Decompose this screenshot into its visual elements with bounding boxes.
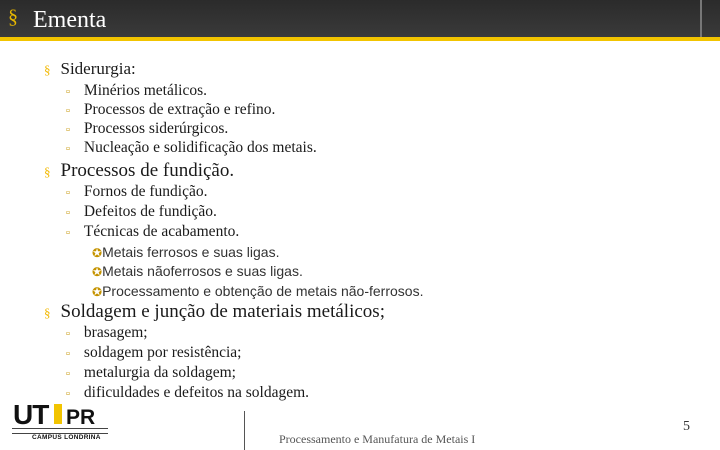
level3-bullet: ✪ — [92, 285, 103, 299]
level3-bullet: ✪ — [92, 265, 103, 279]
section-label: Siderurgia: — [60, 59, 136, 78]
accent-line — [0, 37, 720, 41]
list-item — [66, 82, 207, 100]
logo-accent — [54, 404, 62, 424]
slide-title: Ementa — [33, 7, 107, 33]
list-subitem-text: Metais ferrosos e suas ligas. — [102, 244, 280, 260]
logo-letters: UT — [13, 399, 49, 430]
title-bar-edge — [700, 0, 702, 37]
list-item-text: soldagem por resistência; — [83, 344, 242, 361]
list-item-text: brasagem; — [83, 324, 148, 341]
list-item-text: Fornos de fundição. — [83, 183, 208, 200]
level2-bullet: ▫ — [66, 227, 70, 239]
list-subitem — [92, 244, 279, 262]
level2-bullet: ▫ — [66, 207, 70, 219]
list-subitem-text: Metais nãoferrosos e suas ligas. — [102, 263, 303, 279]
list-item-text: Minérios metálicos. — [83, 82, 208, 99]
list-item-text: Defeitos de fundição. — [83, 203, 217, 220]
level1-bullet: § — [44, 62, 51, 77]
list-item-text: Processos siderúrgicos. — [83, 120, 229, 137]
level2-bullet: ▫ — [66, 368, 70, 380]
level2-bullet: ▫ — [66, 105, 70, 117]
level2-bullet: ▫ — [66, 187, 70, 199]
list-item-text: Processos de extração e refino. — [83, 101, 276, 118]
section-label: Soldagem e junção de materiais metálicos; — [60, 301, 385, 322]
list-item-text: Técnicas de acabamento. — [83, 223, 240, 240]
list-item-text: metalurgia da soldagem; — [83, 364, 236, 381]
list-subitem — [92, 283, 423, 301]
level2-bullet: ▫ — [66, 348, 70, 360]
level1-bullet: § — [44, 164, 51, 179]
footer-divider — [244, 411, 245, 450]
level2-bullet: ▫ — [66, 143, 70, 155]
list-subitem-text: Processamento e obtenção de metais não-ferrosos. — [102, 283, 424, 299]
page-number: 5 — [683, 419, 690, 434]
slide-title-bar — [0, 0, 720, 37]
list-item — [66, 101, 275, 119]
section-fundicao — [44, 160, 234, 182]
list-item — [66, 344, 241, 362]
level3-bullet: ✪ — [92, 246, 103, 260]
list-item — [66, 364, 236, 382]
title-bullet: § — [8, 6, 18, 28]
list-item-text: dificuldades e defeitos na soldagem. — [83, 384, 310, 401]
level2-bullet: ▫ — [66, 124, 70, 136]
list-item — [66, 223, 239, 241]
section-soldagem — [44, 301, 385, 323]
level1-bullet: § — [44, 305, 51, 320]
list-item-text: Nucleação e solidificação dos metais. — [83, 139, 317, 156]
list-item — [66, 324, 148, 342]
list-item — [66, 120, 228, 138]
section-label: Processos de fundição. — [60, 160, 235, 181]
level2-bullet: ▫ — [66, 328, 70, 340]
level2-bullet: ▫ — [66, 388, 70, 400]
logo-pr: PR — [66, 406, 96, 429]
level2-bullet: ▫ — [66, 86, 70, 98]
logo-campus: CAMPUS LONDRINA — [32, 434, 101, 441]
list-subitem — [92, 263, 303, 281]
utfpr-logo — [10, 400, 110, 442]
footer-text: Processamento e Manufatura de Metais I — [279, 432, 476, 446]
list-item — [66, 139, 317, 157]
section-siderurgia — [44, 59, 136, 79]
list-item — [66, 183, 207, 201]
list-item — [66, 203, 217, 221]
